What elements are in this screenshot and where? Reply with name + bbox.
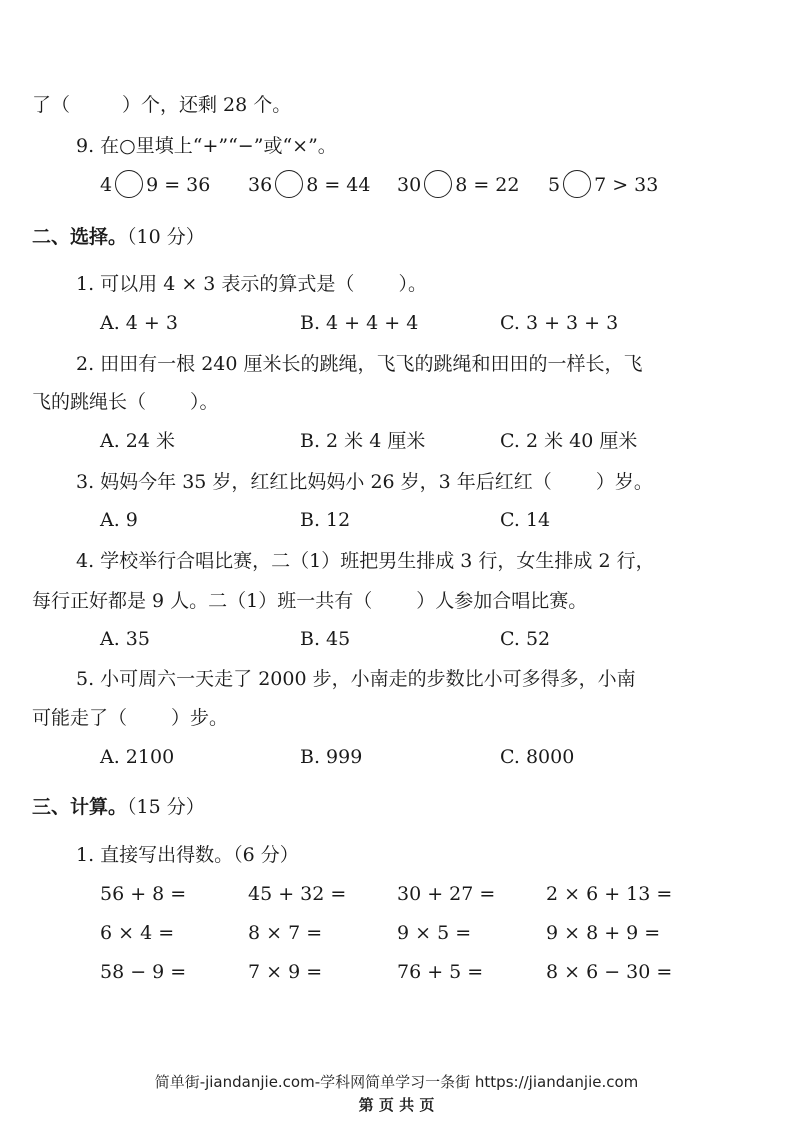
operator-circle[interactable]: [275, 170, 303, 198]
calc-r1-c2[interactable]: 45 + 32 =: [248, 883, 347, 905]
s2-q3-option-a[interactable]: A. 9: [100, 509, 138, 531]
section3-heading: 三、计算。（15 分）: [32, 796, 205, 818]
section2-heading: 二、选择。（10 分）: [32, 226, 205, 248]
q9-item-2: 36 8 = 44: [248, 172, 370, 200]
s2-q4-line2: 每行正好都是 9 人。二（1）班一共有（ ）人参加合唱比赛。: [32, 590, 588, 612]
s2-q3-stem: 3. 妈妈今年 35 岁，红红比妈妈小 26 岁，3 年后红红（ ）岁。: [76, 471, 653, 493]
s2-q5-option-c[interactable]: C. 8000: [500, 746, 575, 768]
s2-q1-option-a[interactable]: A. 4 + 3: [100, 312, 178, 334]
s2-q3-option-c[interactable]: C. 14: [500, 509, 551, 531]
operator-circle[interactable]: [563, 170, 591, 198]
s2-q2-option-b[interactable]: B. 2 米 4 厘米: [300, 430, 426, 452]
s2-q4-option-b[interactable]: B. 45: [300, 628, 351, 650]
s3-q1-stem: 1. 直接写出得数。（6 分）: [76, 844, 299, 866]
s2-q2-line2: 飞的跳绳长（ ）。: [32, 391, 219, 413]
operator-circle[interactable]: [424, 170, 452, 198]
q9-item-4: 5 7 > 33: [548, 172, 658, 200]
calc-r3-c2[interactable]: 7 × 9 =: [248, 961, 323, 983]
q9-item-1: 4 9 = 36: [100, 172, 210, 200]
q9-stem: 9. 在○里填上“+”“−”或“×”。: [76, 135, 337, 157]
s2-q2-line1: 2. 田田有一根 240 厘米长的跳绳，飞飞的跳绳和田田的一样长，飞: [76, 353, 643, 375]
calc-r1-c4[interactable]: 2 × 6 + 13 =: [546, 883, 673, 905]
s2-q1-stem: 1. 可以用 4 × 3 表示的算式是（ ）。: [76, 273, 427, 295]
s2-q4-option-a[interactable]: A. 35: [100, 628, 150, 650]
s2-q4-option-c[interactable]: C. 52: [500, 628, 551, 650]
calc-r3-c3[interactable]: 76 + 5 =: [397, 961, 484, 983]
calc-r2-c2[interactable]: 8 × 7 =: [248, 922, 323, 944]
s2-q2-option-c[interactable]: C. 2 米 40 厘米: [500, 430, 638, 452]
operator-circle[interactable]: [115, 170, 143, 198]
watermark-footer: 简单街-jiandanjie.com-学科网简单学习一条街 https://jiandanjie.com: [154, 1073, 639, 1091]
calc-r1-c3[interactable]: 30 + 27 =: [397, 883, 496, 905]
page-number: 第 页 共 页: [358, 1096, 435, 1114]
s2-q4-line1: 4. 学校举行合唱比赛，二（1）班把男生排成 3 行，女生排成 2 行，: [76, 550, 655, 572]
s2-q1-option-b[interactable]: B. 4 + 4 + 4: [300, 312, 419, 334]
s2-q5-line1: 5. 小可周六一天走了 2000 步，小南走的步数比小可多得多，小南: [76, 668, 636, 690]
calc-r2-c4[interactable]: 9 × 8 + 9 =: [546, 922, 661, 944]
q9-item-3: 30 8 = 22: [397, 172, 519, 200]
s2-q2-option-a[interactable]: A. 24 米: [100, 430, 176, 452]
q8-tail: 了（ ）个，还剩 28 个。: [32, 94, 292, 116]
calc-r2-c3[interactable]: 9 × 5 =: [397, 922, 472, 944]
s2-q5-option-b[interactable]: B. 999: [300, 746, 363, 768]
calc-r1-c1[interactable]: 56 + 8 =: [100, 883, 187, 905]
calc-r3-c4[interactable]: 8 × 6 − 30 =: [546, 961, 673, 983]
s2-q3-option-b[interactable]: B. 12: [300, 509, 351, 531]
calc-r3-c1[interactable]: 58 − 9 =: [100, 961, 187, 983]
s2-q5-line2: 可能走了（ ）步。: [32, 707, 229, 729]
s2-q1-option-c[interactable]: C. 3 + 3 + 3: [500, 312, 619, 334]
s2-q5-option-a[interactable]: A. 2100: [100, 746, 175, 768]
calc-r2-c1[interactable]: 6 × 4 =: [100, 922, 175, 944]
